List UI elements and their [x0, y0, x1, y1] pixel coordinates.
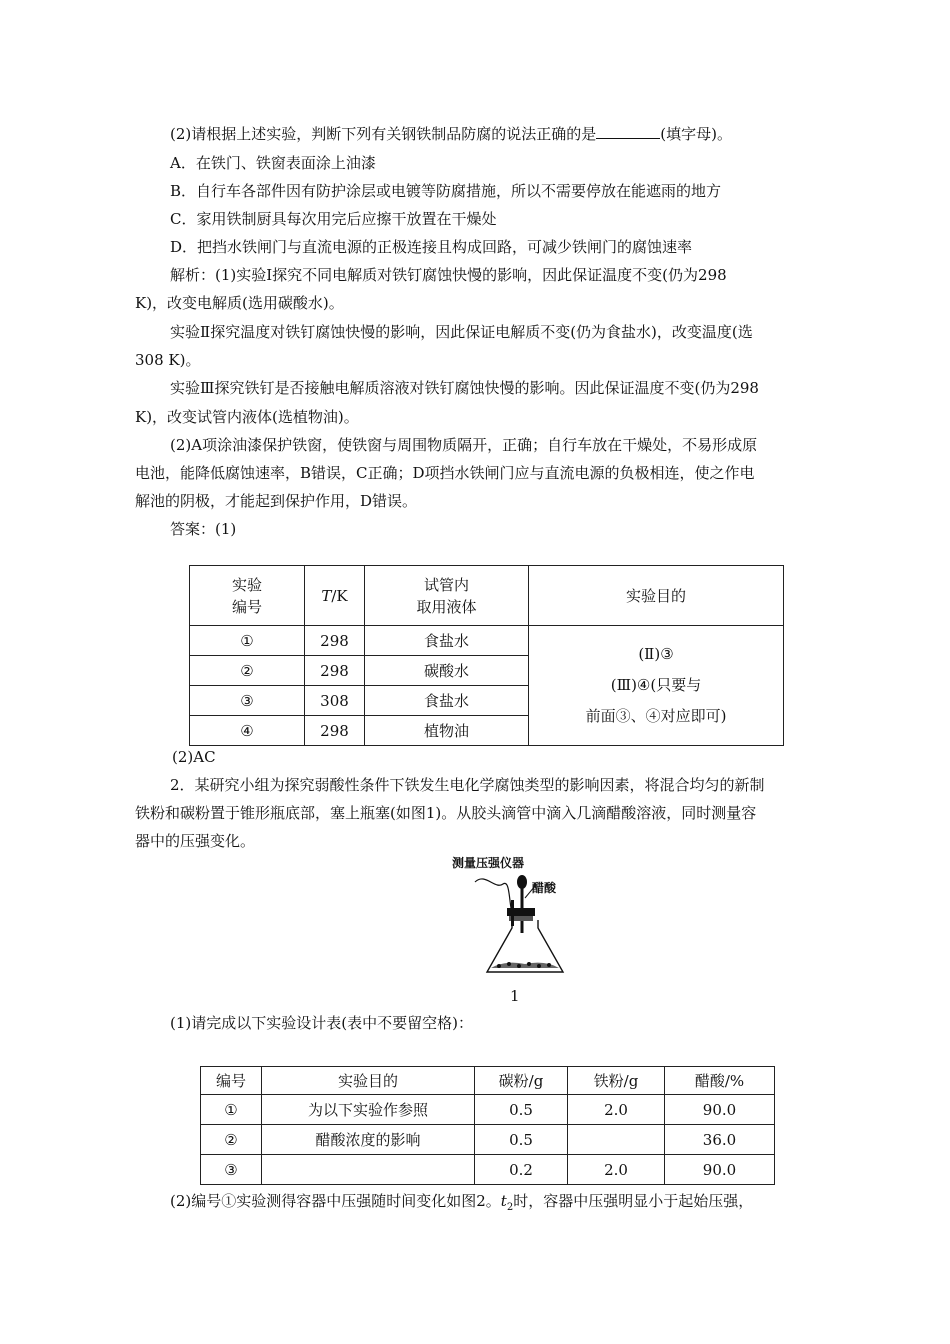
- answer-part2: (2)AC: [172, 748, 216, 766]
- answer-label: 答案：(1): [170, 520, 237, 538]
- table-cell: ②: [201, 1125, 262, 1155]
- cell-liquid: 碳酸水: [365, 656, 529, 686]
- option-a: A．在铁门、铁窗表面涂上油漆: [170, 154, 376, 172]
- table-cell: 2.0: [568, 1155, 665, 1185]
- header-cell: 碳粉/g: [475, 1067, 568, 1095]
- acid-label: 醋酸: [532, 881, 557, 895]
- analysis-line: K)，改变电解质(选用碳酸水)。: [135, 294, 344, 312]
- q2-line: 2．某研究小组为探究弱酸性条件下铁发生电化学腐蚀类型的影响因素，将混合均匀的新制: [170, 776, 765, 794]
- answer-table: [189, 565, 784, 746]
- cell-temperature: 298: [305, 716, 365, 746]
- table-cell: [568, 1125, 665, 1155]
- q2-line: 铁粉和碳粉置于锥形瓶底部，塞上瓶塞(如图1)。从胶头滴管中滴入几滴醋酸溶液，同时测量容: [135, 804, 757, 822]
- header-cell: 编号: [201, 1067, 262, 1095]
- analysis-line: K)，改变试管内液体(选植物油)。: [135, 408, 359, 426]
- analysis-line: 解池的阴极，才能起到保护作用，D错误。: [135, 492, 418, 510]
- cell-liquid: 食盐水: [365, 686, 529, 716]
- header-cell: 醋酸/%: [665, 1067, 775, 1095]
- answer-blank: [596, 124, 660, 139]
- table-cell: 0.2: [475, 1155, 568, 1185]
- flask-figure: [465, 860, 585, 980]
- table-cell: 醋酸浓度的影响: [262, 1125, 475, 1155]
- header-number: 实验 编号: [190, 566, 305, 626]
- analysis-line: (2)A项涂油漆保护铁窗，使铁窗与周围物质隔开，正确；自行车放在干燥处，不易形成原: [170, 436, 758, 454]
- cell-number: ①: [190, 626, 305, 656]
- q2-line: 器中的压强变化。: [135, 832, 256, 850]
- header-cell: 实验目的: [262, 1067, 475, 1095]
- table-cell: ③: [201, 1155, 262, 1185]
- cell-temperature: 298: [305, 626, 365, 656]
- analysis-line: 实验Ⅱ探究温度对铁钉腐蚀快慢的影响，因此保证电解质不变(仍为食盐水)，改变温度(选: [170, 323, 753, 341]
- table-cell: 为以下实验作参照: [262, 1095, 475, 1125]
- analysis-line: 电池，能降低腐蚀速率，B错误，C正确；D项挡水铁闸门应与直流电源的负极相连，使之作电: [135, 464, 755, 482]
- q2-part1: (1)请完成以下实验设计表(表中不要留空格)：: [170, 1014, 473, 1032]
- cell-number: ③: [190, 686, 305, 716]
- table-cell: [262, 1155, 475, 1185]
- cell-liquid: 食盐水: [365, 626, 529, 656]
- cell-temperature: 308: [305, 686, 365, 716]
- cell-number: ②: [190, 656, 305, 686]
- cell-number: ④: [190, 716, 305, 746]
- design-table: [200, 1066, 775, 1185]
- cell-temperature: 298: [305, 656, 365, 686]
- header-liquid: 试管内 取用液体: [365, 566, 529, 626]
- option-b: B．自行车各部件因有防护涂层或电镀等防腐措施，所以不需要停放在能遮雨的地方: [170, 182, 722, 200]
- option-d: D．把挡水铁闸门与直流电源的正极连接且构成回路，可减少铁闸门的腐蚀速率: [170, 238, 693, 256]
- table-cell: 2.0: [568, 1095, 665, 1125]
- analysis-line: 实验Ⅲ探究铁钉是否接触电解质溶液对铁钉腐蚀快慢的影响。因此保证温度不变(仍为298: [170, 379, 759, 397]
- table-cell: 36.0: [665, 1125, 775, 1155]
- instrument-label: 测量压强仪器: [452, 856, 525, 870]
- table-cell: 0.5: [475, 1095, 568, 1125]
- figure-caption: 1: [510, 987, 520, 1005]
- cell-liquid: 植物油: [365, 716, 529, 746]
- analysis-line: 308 K)。: [135, 351, 201, 369]
- question-stem: (2)请根据上述实验，判断下列有关钢铁制品防腐的说法正确的是 (填字母)。: [170, 125, 732, 143]
- header-cell: 铁粉/g: [568, 1067, 665, 1095]
- table-cell: 90.0: [665, 1095, 775, 1125]
- table-cell: ①: [201, 1095, 262, 1125]
- option-c: C．家用铁制厨具每次用完后应擦干放置在干燥处: [170, 210, 497, 228]
- table-cell: 90.0: [665, 1155, 775, 1185]
- table-cell: 0.5: [475, 1125, 568, 1155]
- header-purpose: 实验目的: [529, 566, 784, 626]
- q2-part2: (2)编号①实验测得容器中压强随时间变化如图2。$t_2$时，容器中压强明显小于起始压强，: [170, 1192, 754, 1213]
- cell-purpose: (Ⅱ)③ (Ⅲ)④(只要与 前面③、④对应即可): [529, 626, 784, 746]
- header-temperature: T/K: [305, 566, 365, 626]
- analysis-line: 解析：(1)实验Ⅰ探究不同电解质对铁钉腐蚀快慢的影响，因此保证温度不变(仍为298: [170, 266, 727, 284]
